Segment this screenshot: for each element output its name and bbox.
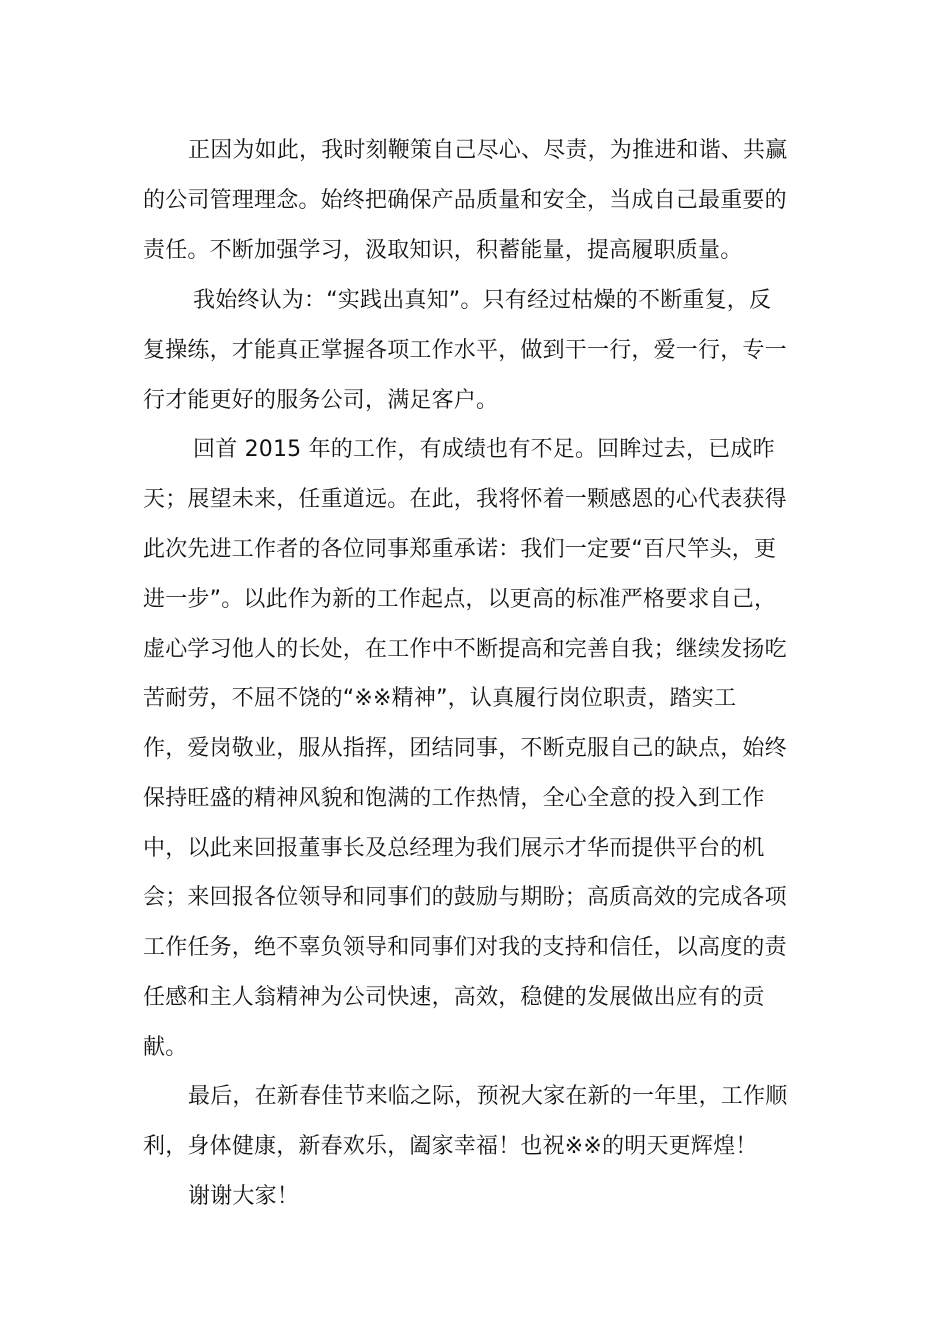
text-line: 会；来回报各位领导和同事们的鼓励与期盼；高质高效的完成各项	[143, 885, 787, 910]
text-line: 天；展望未来，任重道远。在此，我将怀着一颗感恩的心代表获得	[143, 487, 787, 512]
text-line: 责任。不断加强学习，汲取知识，积蓄能量，提高履职质量。	[143, 238, 743, 263]
text-line: 正因为如此，我时刻鞭策自己尽心、尽责，为推进和谐、共赢	[188, 138, 788, 163]
text-line: 保持旺盛的精神风貌和饱满的工作热情，全心全意的投入到工作	[143, 786, 765, 811]
text-line: 利，身体健康，新春欢乐，阖家幸福！也祝※※的明天更辉煌！	[143, 1134, 758, 1159]
text-line: 工作任务，绝不辜负领导和同事们对我的支持和信任，以高度的责	[143, 935, 787, 960]
text-line: 的公司管理理念。始终把确保产品质量和安全，当成自己最重要的	[143, 188, 787, 213]
text-line: 任感和主人翁精神为公司快速，高效，稳健的发展做出应有的贡	[143, 985, 765, 1010]
text-line: 复操练，才能真正掌握各项工作水平，做到干一行，爱一行，专一	[143, 338, 787, 363]
text-line: 回首 2015 年的工作，有成绩也有不足。回眸过去，已成昨	[193, 437, 775, 462]
text-line: 行才能更好的服务公司，满足客户。	[143, 388, 499, 413]
text-line: 献。	[143, 1035, 188, 1060]
text-line: 中，以此来回报董事长及总经理为我们展示才华而提供平台的机	[143, 836, 765, 861]
text-line: 谢谢大家！	[188, 1184, 300, 1209]
text-line: 苦耐劳，不屈不饶的“※※精神”，认真履行岗位职责，踏实工	[143, 686, 737, 711]
text-line: 最后，在新春佳节来临之际，预祝大家在新的一年里，工作顺	[188, 1084, 788, 1109]
text-line: 进一步”。以此作为新的工作起点，以更高的标准严格要求自己，	[143, 587, 777, 612]
text-line: 我始终认为：“实践出真知”。只有经过枯燥的不断重复，反	[193, 288, 772, 313]
text-line: 作，爱岗敬业，服从指挥，团结同事，不断克服自己的缺点，始终	[143, 736, 787, 761]
text-line: 此次先进工作者的各位同事郑重承诺：我们一定要“百尺竿头，更	[143, 537, 777, 562]
text-line: 虚心学习他人的长处，在工作中不断提高和完善自我；继续发扬吃	[143, 637, 787, 662]
